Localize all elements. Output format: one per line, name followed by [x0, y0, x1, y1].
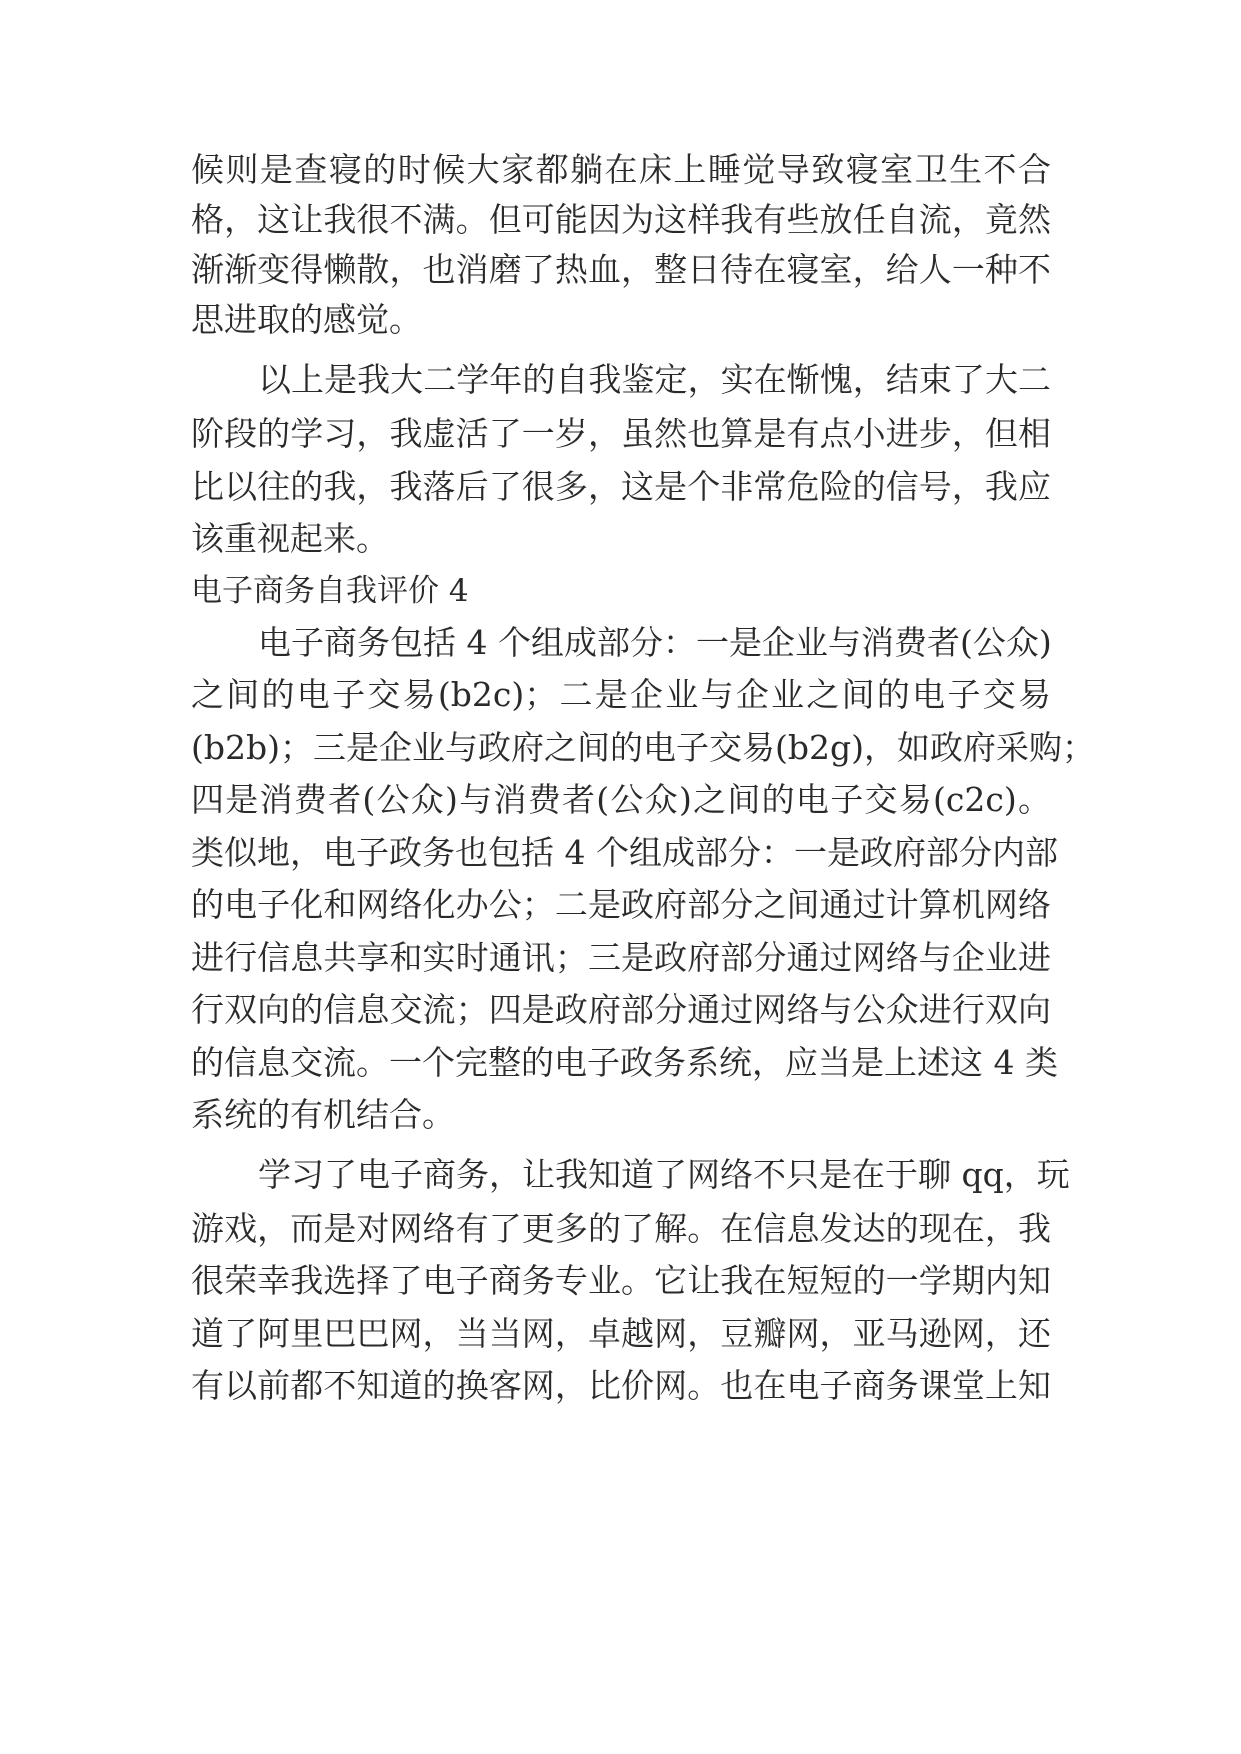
paragraph-line: 道了阿里巴巴网，当当网，卓越网，豆瓣网，亚马逊网，还 [191, 1314, 1051, 1353]
paragraph-line: (b2b)；三是企业与政府之间的电子交易(b2g)，如政府采购； [191, 728, 1095, 767]
paragraph-line: 很荣幸我选择了电子商务专业。它让我在短短的一学期内知 [191, 1261, 1051, 1300]
paragraph-line: 候则是查寝的时候大家都躺在床上睡觉导致寝室卫生不合 [191, 150, 1051, 189]
paragraph-line: 游戏，而是对网络有了更多的了解。在信息发达的现在，我 [191, 1209, 1051, 1248]
paragraph-line: 四是消费者(公众)与消费者(公众)之间的电子交易(c2c)。 [191, 780, 1051, 819]
paragraph-line: 进行信息共享和实时通讯；三是政府部分通过网络与企业进 [191, 938, 1051, 977]
paragraph-line: 思进取的感觉。 [191, 300, 422, 339]
section-title: 电子商务自我评价 4 [191, 573, 469, 609]
paragraph-line: 比以往的我，我落后了很多，这是个非常危险的信号，我应 [191, 467, 1051, 506]
paragraph-line: 阶段的学习，我虚活了一岁，虽然也算是有点小进步，但相 [191, 414, 1051, 453]
paragraph-line: 格，这让我很不满。但可能因为这样我有些放任自流，竟然 [191, 200, 1051, 239]
paragraph-line: 行双向的信息交流；四是政府部分通过网络与公众进行双向 [191, 990, 1051, 1029]
paragraph-line: 电子商务包括 4 个组成部分：一是企业与消费者(公众) [258, 623, 1052, 662]
paragraph-line: 学习了电子商务，让我知道了网络不只是在于聊 qq，玩 [258, 1155, 1070, 1194]
paragraph-line: 的信息交流。一个完整的电子政务系统，应当是上述这 4 类 [191, 1043, 1058, 1082]
paragraph-line: 之间的电子交易(b2c)；二是企业与企业之间的电子交易 [191, 675, 1051, 714]
paragraph-line: 类似地，电子政务也包括 4 个组成部分：一是政府部分内部 [191, 833, 1058, 872]
paragraph-line: 有以前都不知道的换客网，比价网。也在电子商务课堂上知 [191, 1366, 1051, 1405]
paragraph-line: 的电子化和网络化办公；二是政府部分之间通过计算机网络 [191, 885, 1051, 924]
paragraph-line: 以上是我大二学年的自我鉴定，实在惭愧，结束了大二 [258, 360, 1051, 399]
paragraph-line: 该重视起来。 [191, 519, 389, 558]
paragraph-line: 系统的有机结合。 [191, 1095, 455, 1134]
paragraph-line: 渐渐变得懒散，也消磨了热血，整日待在寝室，给人一种不 [191, 250, 1051, 289]
